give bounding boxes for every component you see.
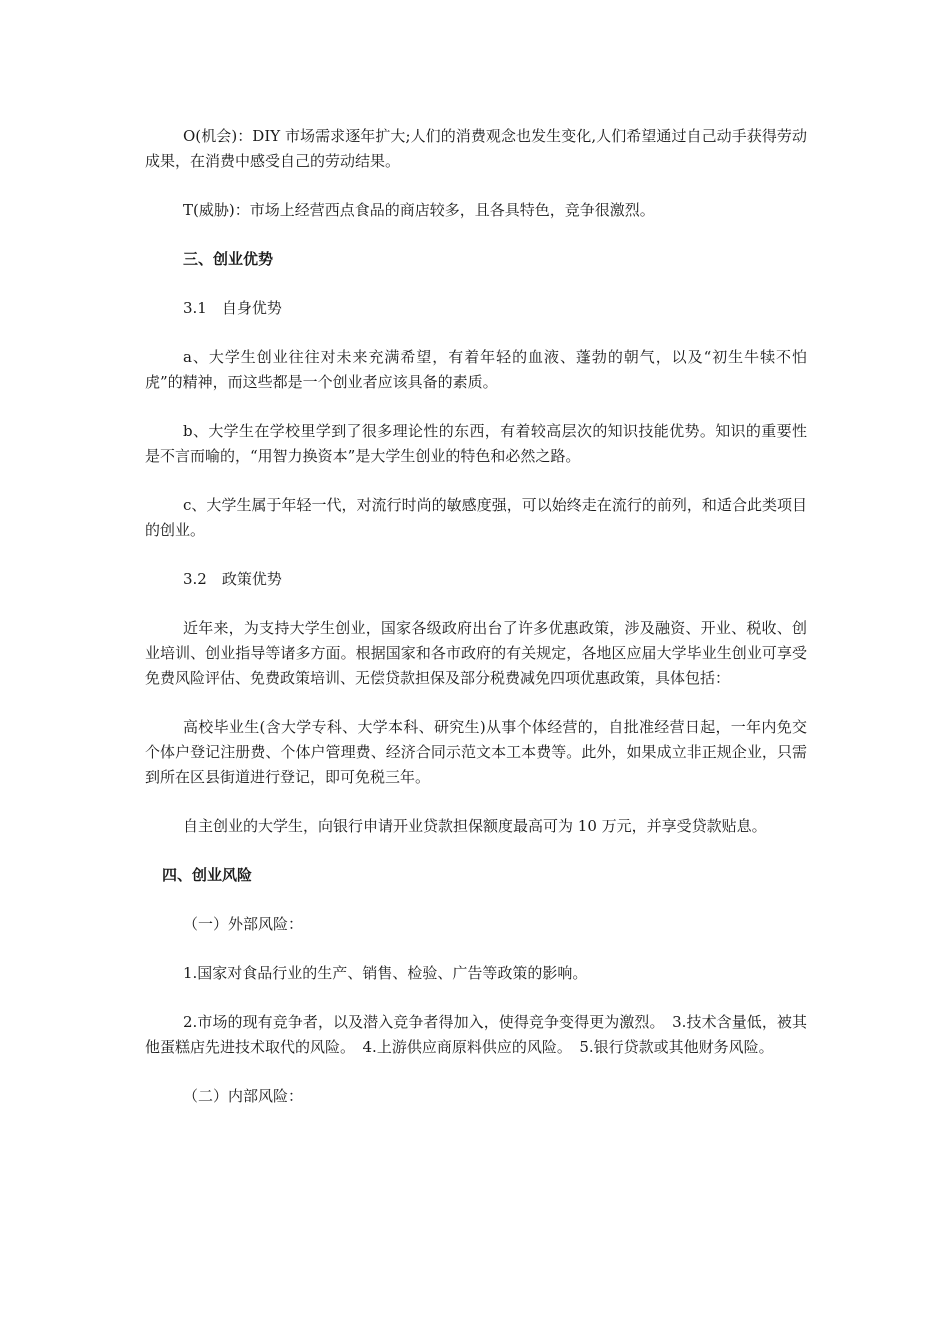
paragraph-advantage-c: c、大学生属于年轻一代，对流行时尚的敏感度强，可以始终走在流行的前列，和适合此类项目的创业。 xyxy=(145,496,807,539)
paragraph-advantage-b: b、大学生在学校里学到了很多理论性的东西，有着较高层次的知识技能优势。知识的重要性是不言而喻的，“用智力换资本”是大学生创业的特色和必然之路。 xyxy=(145,422,807,465)
paragraph-policy-graduates: 高校毕业生(含大学专科、大学本科、研究生)从事个体经营的，自批准经营日起，一年内免交个体户登记注册费、个体户管理费、经济合同示范文本工本费等。此外，如果成立非正规企业，只需到所在区县街道进行登记，即可免税三年。 xyxy=(145,718,807,786)
paragraph-policy-loan: 自主创业的大学生，向银行申请开业贷款担保额度最高可为 10 万元，并享受贷款贴息。 xyxy=(183,817,767,835)
paragraph-threat: T(威胁)：市场上经营西点食品的商店较多，且各具特色，竞争很激烈。 xyxy=(183,201,655,219)
subheading-external-risk: （一）外部风险： xyxy=(183,915,304,933)
paragraph-risk-1: 1.国家对食品行业的生产、销售、检验、广告等政策的影响。 xyxy=(183,964,588,982)
subheading-policy-advantage: 3.2 政策优势 xyxy=(183,570,282,588)
paragraph-opportunity: O(机会)：DIY 市场需求逐年扩大;人们的消费观念也发生变化,人们希望通过自己动手获得劳动成果，在消费中感受自己的劳动结果。 xyxy=(145,127,807,170)
subheading-internal-risk: （二）内部风险： xyxy=(183,1087,304,1105)
paragraph-risk-2-5: 2.市场的现有竞争者，以及潜入竞争者得加入，使得竞争变得更为激烈。 3.技术含量低，被其他蛋糕店先进技术取代的风险。 4.上游供应商原料供应的风险。 5.银行贷款或其他财务风险。 xyxy=(145,1013,807,1056)
document-body xyxy=(145,124,807,1109)
section-heading-advantages: 三、创业优势 xyxy=(183,250,274,268)
paragraph-policy-overview: 近年来，为支持大学生创业，国家各级政府出台了许多优惠政策，涉及融资、开业、税收、创业培训、创业指导等诸多方面。根据国家和各市政府的有关规定，各地区应届大学毕业生创业可享受免费风险评估、免费政策培训、无偿贷款担保及部分税费减免四项优惠政策，具体包括： xyxy=(145,619,807,687)
section-heading-risks: 四、创业风险 xyxy=(162,866,253,884)
paragraph-advantage-a: a、大学生创业往往对未来充满希望，有着年轻的血液、蓬勃的朝气，以及“初生牛犊不怕虎”的精神，而这些都是一个创业者应该具备的素质。 xyxy=(145,348,807,391)
subheading-self-advantage: 3.1 自身优势 xyxy=(183,299,282,317)
